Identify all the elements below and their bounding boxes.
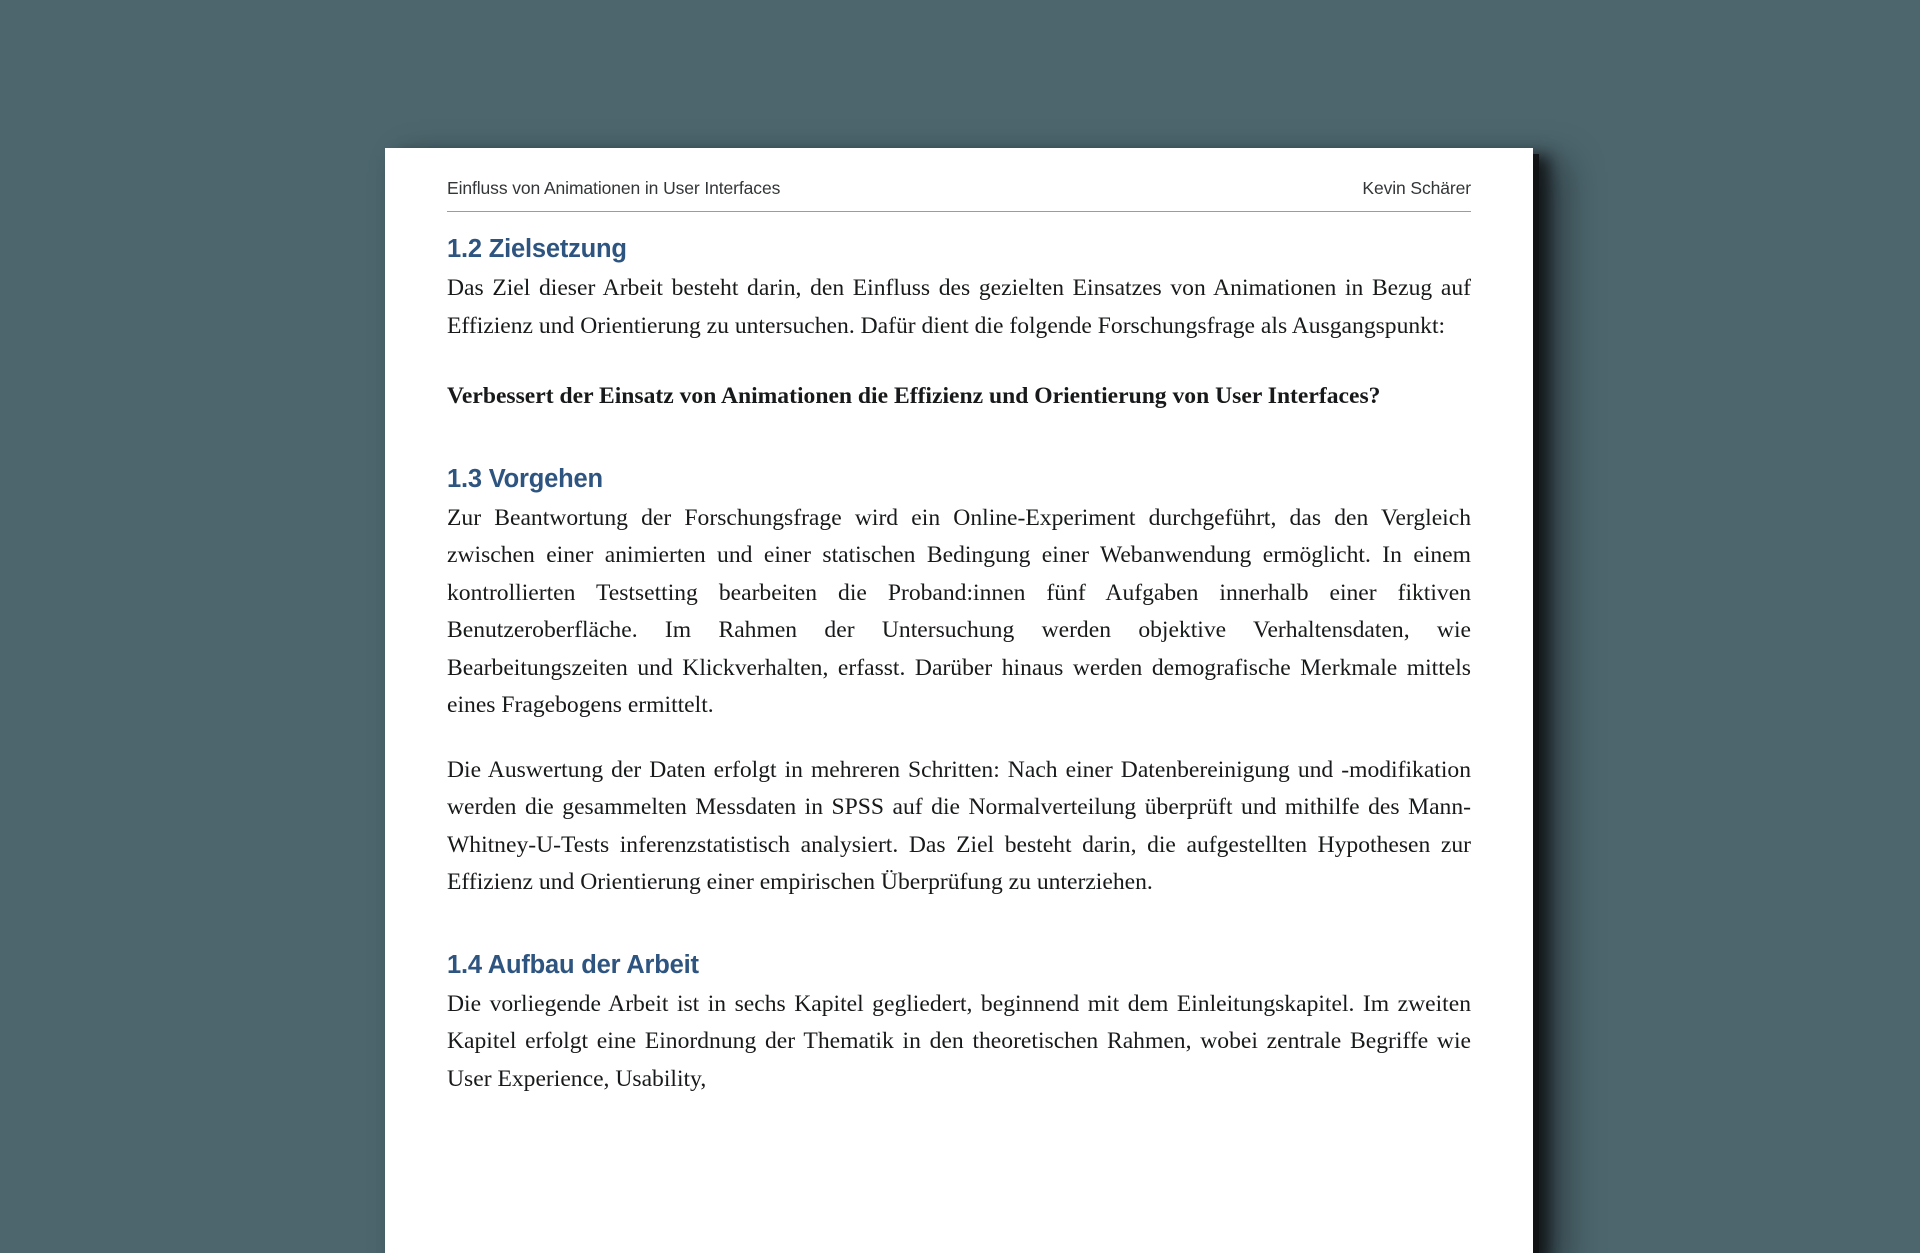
section-1-2-paragraph: Das Ziel dieser Arbeit besteht darin, den Einfluss des gezielten Einsatzes von Animationen in Bezug auf Effizienz und Orientierung zu untersuchen. Dafür dient die folgende Forschungsfrage als Ausgangspunkt: (447, 275, 1471, 339)
document-content (447, 234, 1471, 1098)
running-header-title: Einfluss von Animationen in User Interfaces (447, 178, 781, 198)
section-1-3-paragraph-2: Die Auswertung der Daten erfolgt in mehreren Schritten: Nach einer Datenbereinigung und -modifikation werden die gesammelten Messdaten in SPSS auf die Normalverteilung überprüft und mithilfe des Mann-Whitney-U-Tests inferenzstatistisch analysiert. Das Ziel besteht darin, die aufgestellten Hypothesen zur Effizienz und Orientierung einer empirischen Überprüfung zu unterziehen. (447, 756, 1471, 896)
section-heading-1-2: 1.2 Zielsetzung (447, 235, 627, 263)
running-header-author: Kevin Schärer (1362, 178, 1471, 198)
section-1-3-paragraph-1: Zur Beantwortung der Forschungsfrage wird ein Online-Experiment durchgeführt, das den Vergleich zwischen einer animierten und einer statischen Bedingung einer Webanwendung ermöglicht. In einem kontrollierten Testsetting bearbeiten die Proband:innen fünf Aufgaben innerhalb einer fiktiven Benutzeroberfläche. Im Rahmen der Untersuchung werden objektive Verhaltensdaten, wie Bearbeitungszeiten und Klickverhalten, erfasst. Darüber hinaus werden demografische Merkmale mittels eines Fragebogens ermittelt. (447, 504, 1471, 719)
section-heading-1-3: 1.3 Vorgehen (447, 464, 603, 493)
document-page (385, 148, 1533, 1253)
section-1-4-paragraph-1: Die vorliegende Arbeit ist in sechs Kapitel gegliedert, beginnend mit dem Einleitungskapitel. Im zweiten Kapitel erfolgt eine Einordnung der Thematik in den theoretischen Rahmen, wobei zentrale Begriffe wie User Experience, Usability, (447, 990, 1471, 1092)
section-heading-1-4: 1.4 Aufbau der Arbeit (447, 950, 699, 979)
header-rule (447, 211, 1471, 212)
research-question: Verbessert der Einsatz von Animationen die Effizienz und Orientierung von User Interfaces? (447, 383, 1381, 410)
running-header (447, 178, 1471, 199)
